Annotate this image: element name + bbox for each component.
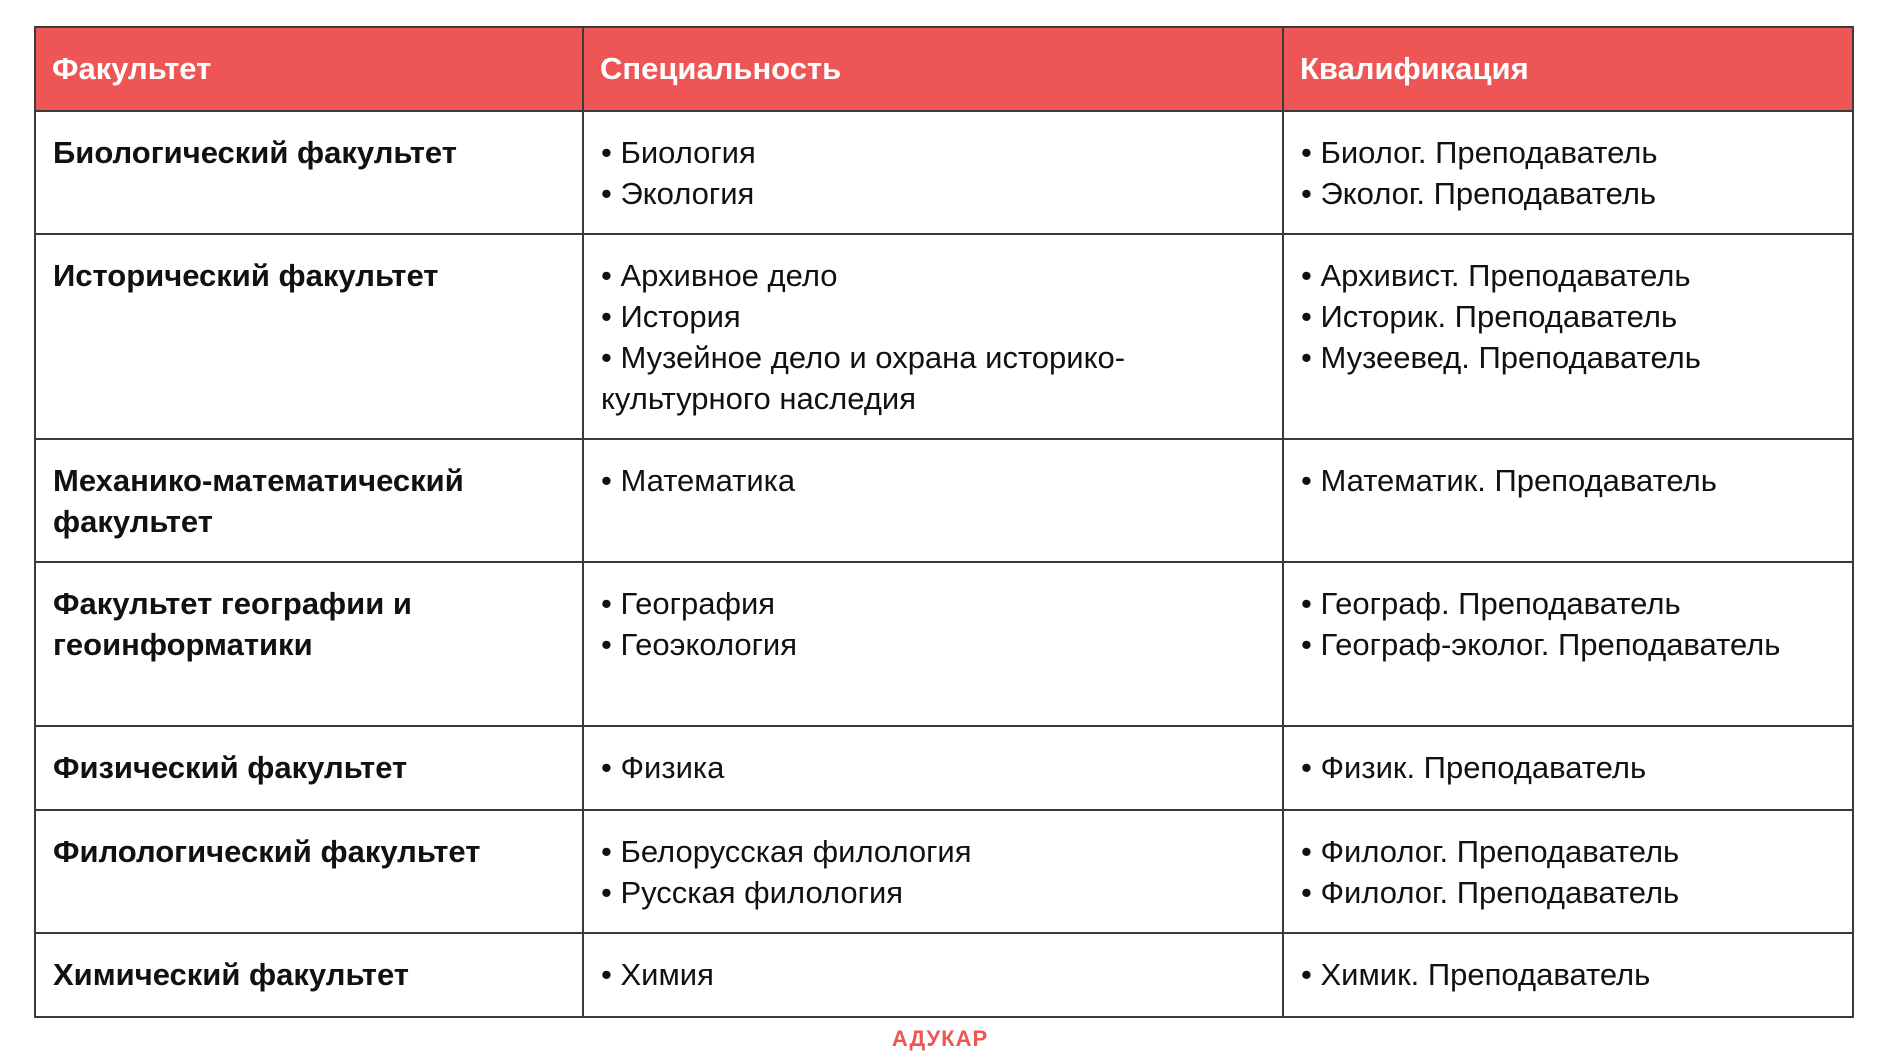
qualification-list <box>1301 460 1835 501</box>
table-row <box>35 234 1853 439</box>
list-item: • Химик. Преподаватель <box>1301 954 1835 995</box>
list-item: • Географ-эколог. Преподаватель <box>1301 624 1835 665</box>
header-qualification: Квалификация <box>1283 27 1853 111</box>
qualification-list <box>1301 954 1835 995</box>
brand-logo: АДУКАР <box>891 1026 989 1051</box>
list-item: • Геоэкология <box>601 624 1265 665</box>
specialty-list <box>601 255 1265 419</box>
list-item: • История <box>601 296 1265 337</box>
specialty-list <box>601 831 1265 913</box>
specialty-cell <box>583 234 1283 439</box>
qualification-cell <box>1283 562 1853 726</box>
specialty-list <box>601 954 1265 995</box>
list-item: • География <box>601 583 1265 624</box>
list-item: • Биолог. Преподаватель <box>1301 132 1835 173</box>
list-item: • Физик. Преподаватель <box>1301 747 1835 788</box>
list-item: • Музеевед. Преподаватель <box>1301 337 1835 378</box>
faculty-cell: Химический факультет <box>35 933 583 1017</box>
list-item: • Географ. Преподаватель <box>1301 583 1835 624</box>
faculty-cell: Физический факультет <box>35 726 583 810</box>
list-item: • Филолог. Преподаватель <box>1301 831 1835 872</box>
qualification-cell <box>1283 439 1853 562</box>
specialty-list <box>601 583 1265 665</box>
qualification-cell <box>1283 726 1853 810</box>
faculty-cell: Филологический факультет <box>35 810 583 933</box>
list-item: • Математика <box>601 460 1265 501</box>
faculty-cell: Механико-математический факультет <box>35 439 583 562</box>
qualification-cell <box>1283 111 1853 234</box>
faculty-cell: Факультет географии и геоинформатики <box>35 562 583 726</box>
qualification-list <box>1301 747 1835 788</box>
list-item: • Филолог. Преподаватель <box>1301 872 1835 913</box>
table-header-row <box>35 27 1853 111</box>
qualification-list <box>1301 132 1835 214</box>
list-item: • Белорусская филология <box>601 831 1265 872</box>
qualification-cell <box>1283 810 1853 933</box>
specialty-list <box>601 747 1265 788</box>
table-row <box>35 726 1853 810</box>
list-item: • Архивное дело <box>601 255 1265 296</box>
table-row <box>35 111 1853 234</box>
table-row <box>35 439 1853 562</box>
list-item: • Химия <box>601 954 1265 995</box>
list-item: • Физика <box>601 747 1265 788</box>
header-specialty: Специальность <box>583 27 1283 111</box>
table-row <box>35 933 1853 1017</box>
qualification-list <box>1301 583 1835 665</box>
faculty-cell: Исторический факультет <box>35 234 583 439</box>
specialty-cell <box>583 111 1283 234</box>
specialty-list <box>601 460 1265 501</box>
list-item: • Биология <box>601 132 1265 173</box>
table-row <box>35 562 1853 726</box>
list-item: • Историк. Преподаватель <box>1301 296 1835 337</box>
list-item: • Эколог. Преподаватель <box>1301 173 1835 214</box>
list-item: • Экология <box>601 173 1265 214</box>
faculty-table <box>34 26 1854 1018</box>
qualification-cell <box>1283 933 1853 1017</box>
specialty-cell <box>583 933 1283 1017</box>
list-item: • Математик. Преподаватель <box>1301 460 1835 501</box>
specialty-list <box>601 132 1265 214</box>
list-item: • Архивист. Преподаватель <box>1301 255 1835 296</box>
specialty-cell <box>583 562 1283 726</box>
specialty-cell <box>583 726 1283 810</box>
list-item: • Музейное дело и охрана историко-культурного наследия <box>601 337 1265 419</box>
qualification-cell <box>1283 234 1853 439</box>
header-faculty: Факультет <box>35 27 583 111</box>
list-item: • Русская филология <box>601 872 1265 913</box>
table-row <box>35 810 1853 933</box>
faculty-cell: Биологический факультет <box>35 111 583 234</box>
faculty-table-container <box>34 26 1852 1018</box>
qualification-list <box>1301 255 1835 378</box>
qualification-list <box>1301 831 1835 913</box>
specialty-cell <box>583 810 1283 933</box>
specialty-cell <box>583 439 1283 562</box>
